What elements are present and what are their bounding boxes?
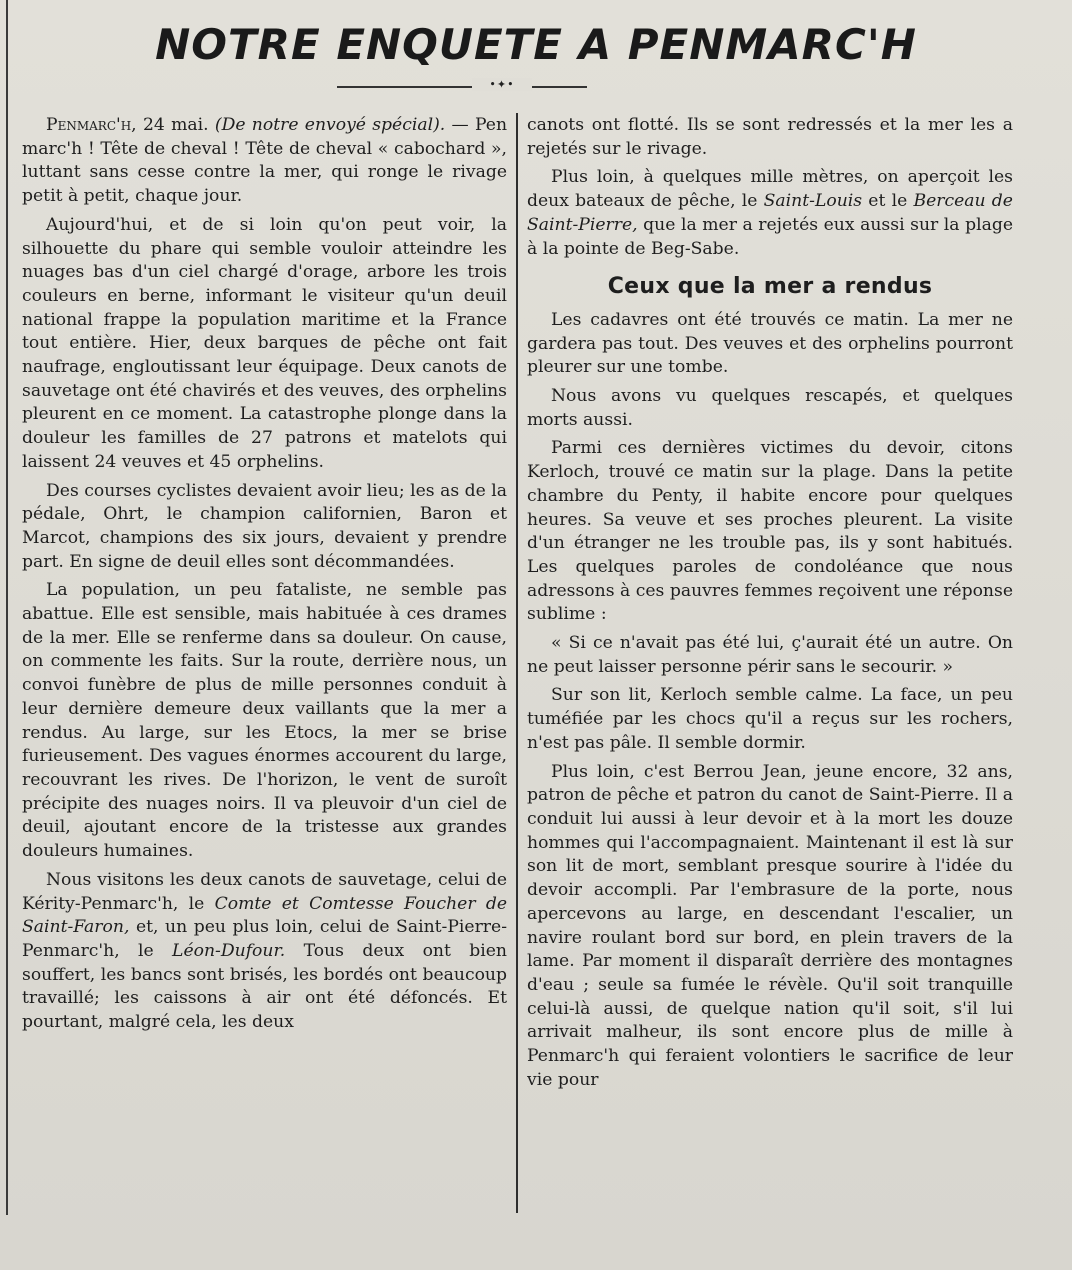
- paragraph: La population, un peu fataliste, ne semble pas abattue. Elle est sensible, mais habituée à ces drames de la mer. Elle se renferme dans sa douleur. On cause, on commente les faits. Sur la route, derrière nous, un convoi funèbre de plus de mille personnes conduit à leur dernière demeure deux vaillants que la mer a rendus. Au large, sur les Etocs, la mer se brise furieusement. Des vagues énormes accourent du large, recouvrant les rives. De l'horizon, le vent de suroît précipite des nuages noirs. Il va pleuvoir d'un ciel de deuil, ajoutant encore de la tristesse aux grandes douleurs humaines.: [22, 580, 507, 862]
- text-run: Tous deux ont bien souffert, les bancs sont brisés, les bordés ont beaucoup travaillé; les caissons à air ont été défoncés. Et pourtant, malgré cela, les deux: [22, 940, 507, 1033]
- article-column-right: [527, 114, 1013, 1214]
- intro-text: — Pen marc'h ! Tête de cheval ! Tête de cheval « cabochard », luttant sans cesse contre la mer, qui ronge le rivage petit à petit, chaque jour.: [22, 115, 507, 207]
- envoy-credit: (De notre envoyé spécial).: [214, 115, 446, 135]
- column-divider: [516, 113, 518, 1213]
- quote-paragraph: « Si ce n'avait pas été lui, ç'aurait été un autre. On ne peut laisser personne périr sans le secourir. »: [527, 633, 1013, 677]
- paragraph: [22, 869, 507, 1035]
- paragraph-intro: [22, 114, 507, 209]
- boat-name: Saint-Louis: [763, 191, 863, 212]
- boat-name: Comte et Comtesse Foucher de Saint-Faron,: [22, 893, 507, 938]
- ornament-dots: •✦•: [472, 78, 532, 91]
- section-subheading: Ceux que la mer a rendus: [607, 274, 933, 300]
- paragraph: canots ont flotté. Ils se sont redressés et la mer les a rejetés sur le rivage.: [527, 115, 1013, 159]
- text-run: que la mer a rejetés eux aussi sur la plage à la pointe de Beg-Sabe.: [527, 214, 1013, 259]
- text-run: Nous visitons les deux canots de sauvetage, celui de Kérity-Penmarc'h, le: [22, 869, 507, 914]
- dateline-date: 24 mai.: [142, 115, 209, 135]
- paragraph: Les cadavres ont été trouvés ce matin. La mer ne gardera pas tout. Des veuves et des orphelins pourront pleurer sur une tombe.: [527, 309, 1013, 378]
- article-title: NOTRE ENQUETE A PENMARC'H: [155, 20, 917, 69]
- paragraph: Aujourd'hui, et de si loin qu'on peut voir, la silhouette du phare qui semble vouloir atteindre les nuages bas d'un ciel chargé d'orage, arbore les trois couleurs en berne, informant le visiteur qu'un deuil national frappe la population maritime et la France tout entière. Hier, deux barques de pêche ont fait naufrage, engloutissant leur équipage. Deux canots de sauvetage ont été chavirés et des veuves, des orphelins pleurent en ce moment. La catastrophe plonge dans la douleur les familles de 27 patrons et matelots qui laissent 24 veuves et 45 orphelins.: [22, 214, 507, 472]
- paragraph: Parmi ces dernières victimes du devoir, citons Kerloch, trouvé ce matin sur la plage. Dans la petite chambre du Penty, il habite encore pour quelques heures. Sa veuve et ses proches pleurent. La visite d'un étranger ne les trouble pas, ils y sont habitués. Les quelques paroles de condoléance que nous adressons à ces pauvres femmes reçoivent une réponse sublime :: [527, 438, 1013, 625]
- article-column-left: [22, 114, 507, 1214]
- text-run: et, un peu plus loin, celui de Saint-Pierre-Penmarc'h, le: [22, 917, 507, 961]
- paragraph: Sur son lit, Kerloch semble calme. La face, un peu tuméfiée par les chocs qu'il a reçus sur les rochers, n'est pas pâle. Il semble dormir.: [527, 685, 1013, 753]
- ornament-line: [337, 86, 587, 88]
- title-ornament: [337, 80, 587, 94]
- paragraph: Des courses cyclistes devaient avoir lieu; les as de la pédale, Ohrt, le champion californien, Baron et Marcot, champions des six jours, devaient y prendre part. En signe de deuil elles sont décommandées.: [22, 480, 507, 572]
- paragraph: Nous avons vu quelques rescapés, et quelques morts aussi.: [527, 386, 1013, 430]
- text-run: Plus loin, à quelques mille mètres, on aperçoit les deux bateaux de pêche, le: [527, 167, 1013, 212]
- text-run: et le: [868, 191, 908, 212]
- boat-name: Léon-Dufour.: [172, 940, 286, 961]
- left-margin-rule: [6, 0, 8, 1215]
- paragraph: Plus loin, c'est Berrou Jean, jeune encore, 32 ans, patron de pêche et patron du canot de Saint-Pierre. Il a conduit lui aussi à leur devoir et à la mort les douze hommes qui l'accompagnaient. Maintenant il est là sur son lit de mort, semblant presque sourire à l'idée du devoir accompli. Par l'embrasure de la porte, nous apercevons au large, en descendant l'escalier, un navire roulant bord sur bord, en plein travers de la lame. Par moment il disparaît derrière des montagnes d'eau ; seule sa fumée le révèle. Qu'il soit tranquille celui-là aussi, de quelque nation qu'il soit, s'il lui arrivait malheur, ils sont encore plus de mille à Penmarc'h qui feraient volontiers le sacrifice de leur vie pour: [527, 761, 1013, 1090]
- paragraph: [527, 166, 1013, 261]
- dateline: Penmarc'h,: [46, 115, 137, 135]
- boat-name: Berceau de Saint-Pierre,: [527, 191, 1013, 235]
